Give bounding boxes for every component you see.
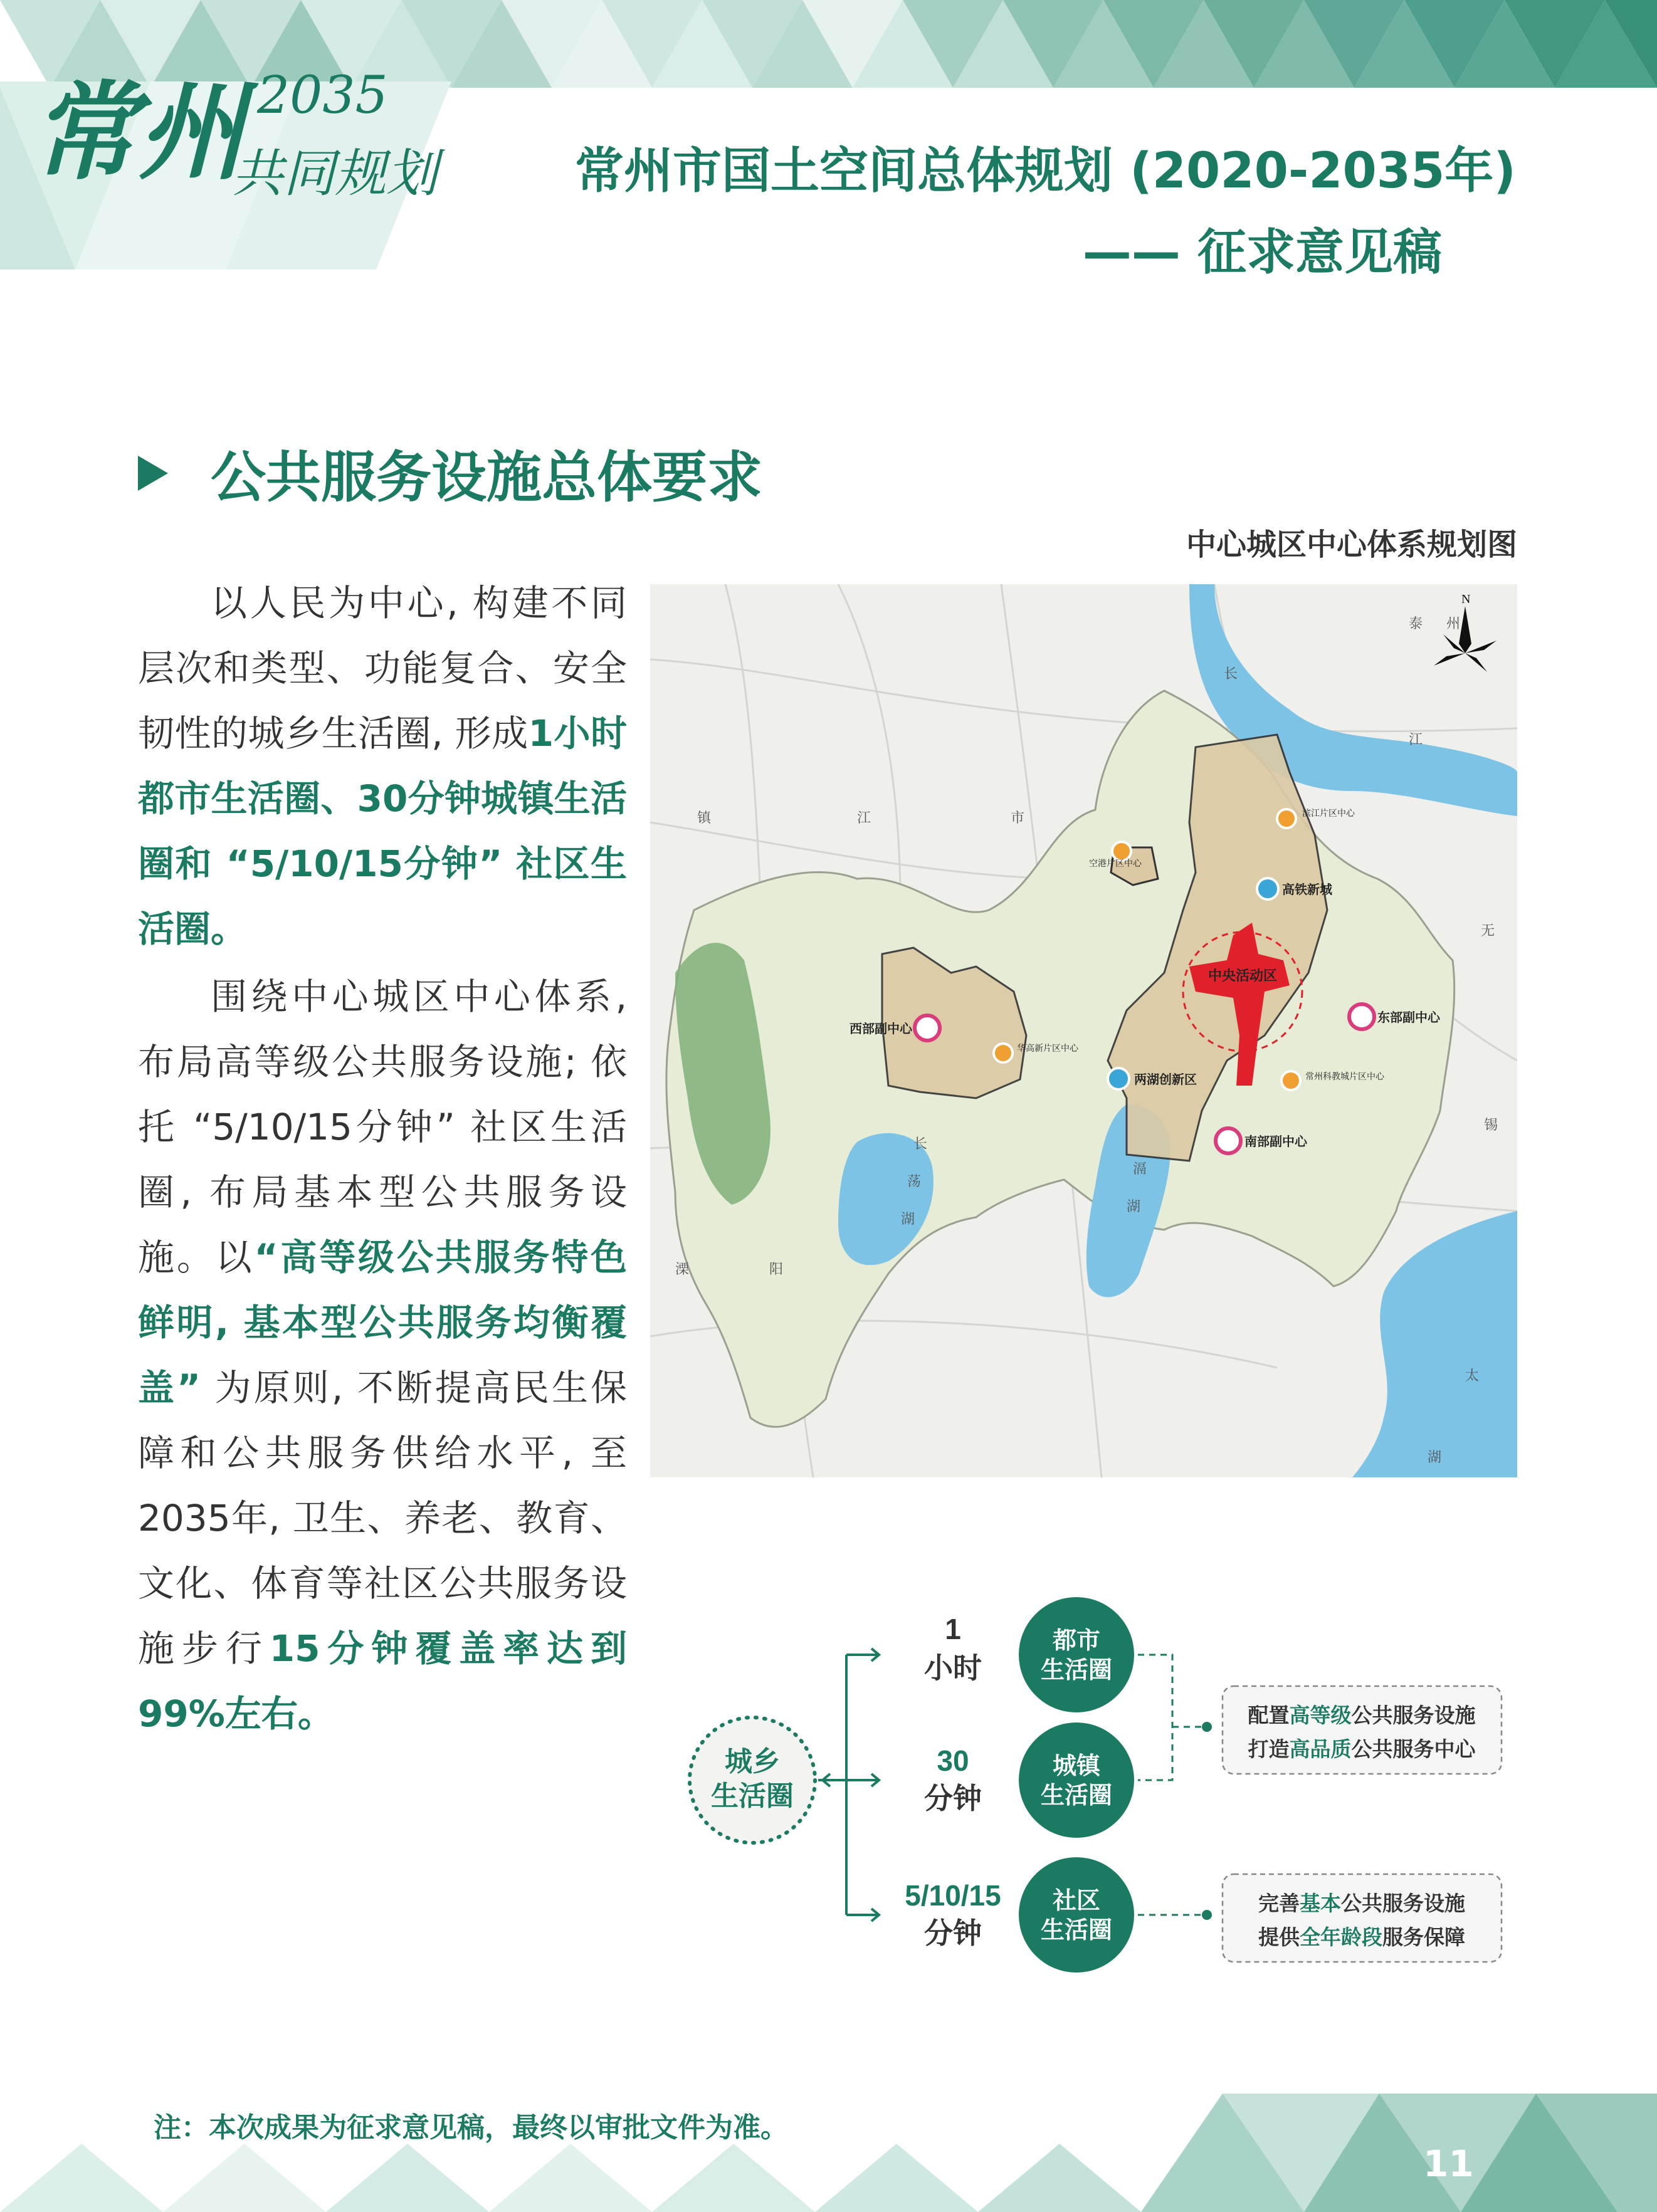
gaotie-marker (1257, 878, 1278, 899)
metro-circle (1019, 1597, 1134, 1712)
footer-decoration (0, 2068, 1657, 2212)
footnote: 注：本次成果为征求意见稿，最终以审批文件为准。 (154, 2112, 788, 2144)
place-zhen: 镇 (697, 810, 712, 826)
place-xi: 锡 (1484, 1117, 1498, 1133)
page-number: 11 (1423, 2142, 1474, 2185)
changzhou-2035-logo (25, 44, 464, 219)
time-1-num: 1 (945, 1613, 961, 1645)
community-label-2: 生活圈 (1040, 1917, 1113, 1944)
logo-text-year: 2035 (257, 66, 388, 125)
place-changdang-3: 湖 (901, 1211, 915, 1227)
town-circle (1019, 1722, 1134, 1838)
label-lianghu: 两湖创新区 (1134, 1073, 1197, 1087)
label-binjiang: 滨江片区中心 (1302, 808, 1355, 818)
community-label-1: 社区 (1052, 1888, 1101, 1914)
place-taihu-1: 太 (1465, 1368, 1480, 1383)
west-subcenter-marker (915, 1015, 940, 1040)
paragraph-1 (138, 570, 627, 962)
dashed-connectors (1138, 1655, 1204, 1915)
map-title: 中心城区中心体系规划图 (1186, 527, 1517, 562)
time-3-unit: 分钟 (924, 1917, 982, 1949)
place-changdang-2: 荡 (907, 1173, 922, 1189)
connector-dot-2 (1202, 1910, 1212, 1920)
section-title: 公共服务设施总体要求 (211, 445, 763, 510)
connector-dot-1 (1202, 1722, 1212, 1732)
label-south: 南部副中心 (1244, 1135, 1307, 1149)
metro-label-2: 生活圈 (1040, 1657, 1113, 1684)
place-ge: 滆 (1133, 1161, 1147, 1177)
time-2-num: 30 (937, 1744, 969, 1777)
time-1-unit: 小时 (924, 1652, 982, 1684)
place-jiang2: 江 (1409, 731, 1423, 747)
label-huagao: 华高新片区中心 (1017, 1043, 1078, 1053)
label-central: 中央活动区 (1207, 968, 1278, 983)
logo-text-sub: 共同规划 (232, 144, 438, 204)
place-wu: 无 (1481, 923, 1495, 938)
town-label-2: 生活圈 (1040, 1783, 1113, 1809)
logo-text-main: 常州 (31, 70, 245, 195)
p1-text: 以人民为中心, 构建不同层次和类型、功能复合、安全韧性的城乡生活圈, 形成 (138, 582, 627, 755)
metro-label-1: 都市 (1052, 1628, 1101, 1654)
box2-line2: 提供全年龄段服务保障 (1258, 1926, 1465, 1949)
place-tai: 泰 (1409, 616, 1423, 631)
body-text (138, 570, 627, 1749)
place-chang: 长 (1224, 666, 1238, 681)
life-circle-diagram (677, 1592, 1517, 1981)
huagao-marker (994, 1044, 1013, 1062)
place-yang: 阳 (769, 1261, 784, 1277)
place-hu: 湖 (1127, 1198, 1141, 1214)
box1-line1: 配置高等级公共服务设施 (1248, 1704, 1476, 1727)
document-subtitle: —— 征求意见稿 (1082, 224, 1442, 281)
label-gaotie: 高铁新城 (1282, 883, 1332, 897)
document-title: 常州市国土空间总体规划 (2020-2035年) (574, 143, 1516, 199)
time-3-num: 5/10/15 (905, 1879, 1001, 1912)
label-konggang: 空港片区中心 (1089, 858, 1142, 868)
info-box-high-level (1223, 1686, 1502, 1774)
p2-highlight-principle: “高等级公共服务特色鲜明, 基本型公共服务均衡覆盖” (138, 1236, 627, 1409)
section-arrow-icon (138, 456, 168, 491)
section-header (138, 439, 762, 508)
box2-line1: 完善基本公共服务设施 (1258, 1892, 1465, 1915)
town-label-1: 城镇 (1052, 1753, 1101, 1780)
label-kejiao: 常州科教城片区中心 (1305, 1071, 1384, 1081)
box1-line2: 打造高品质公共服务中心 (1248, 1738, 1476, 1761)
place-taihu-2: 湖 (1428, 1449, 1442, 1465)
p2-text-c: 为原则, 不断提高民生保障和公共服务供给水平, 至2035年, 卫生、养老、教育、文化、体育等社区公共服务设施步行 (138, 1366, 627, 1670)
center-system-map (650, 584, 1517, 1477)
p2-highlight-coverage: 15分钟覆盖率达到99%左右。 (138, 1627, 627, 1735)
info-box-basic (1223, 1874, 1502, 1962)
south-subcenter-marker (1216, 1128, 1241, 1153)
east-subcenter-marker (1349, 1004, 1374, 1029)
compass-north: N (1461, 592, 1471, 606)
p2-text-a: 围绕中心城区中心体系, 布局高等级公共服务设施; 依托 “5/10/15分钟” 社区生活圈, 布局基本型公共服务设施。以 (138, 975, 627, 1279)
place-zhou: 州 (1446, 616, 1461, 631)
label-west: 西部副中心 (850, 1022, 912, 1036)
p1-highlight: 1小时都市生活圈、30分钟城镇生活圈和 “5/10/15分钟” 社区生活圈。 (138, 712, 628, 950)
community-circle (1019, 1857, 1134, 1973)
lianghu-marker (1108, 1068, 1129, 1089)
time-2-unit: 分钟 (924, 1782, 982, 1815)
place-jiang: 江 (857, 810, 871, 826)
place-shi: 市 (1011, 810, 1025, 826)
label-east: 东部副中心 (1377, 1011, 1440, 1025)
place-li: 溧 (675, 1261, 690, 1277)
root-circle (690, 1717, 815, 1843)
root-label-2: 生活圈 (711, 1781, 794, 1811)
kejiao-marker (1281, 1071, 1300, 1090)
place-changdang-1: 长 (913, 1136, 928, 1151)
binjiang-marker (1277, 809, 1296, 828)
root-label-1: 城乡 (725, 1746, 780, 1777)
paragraph-2 (138, 964, 627, 1746)
